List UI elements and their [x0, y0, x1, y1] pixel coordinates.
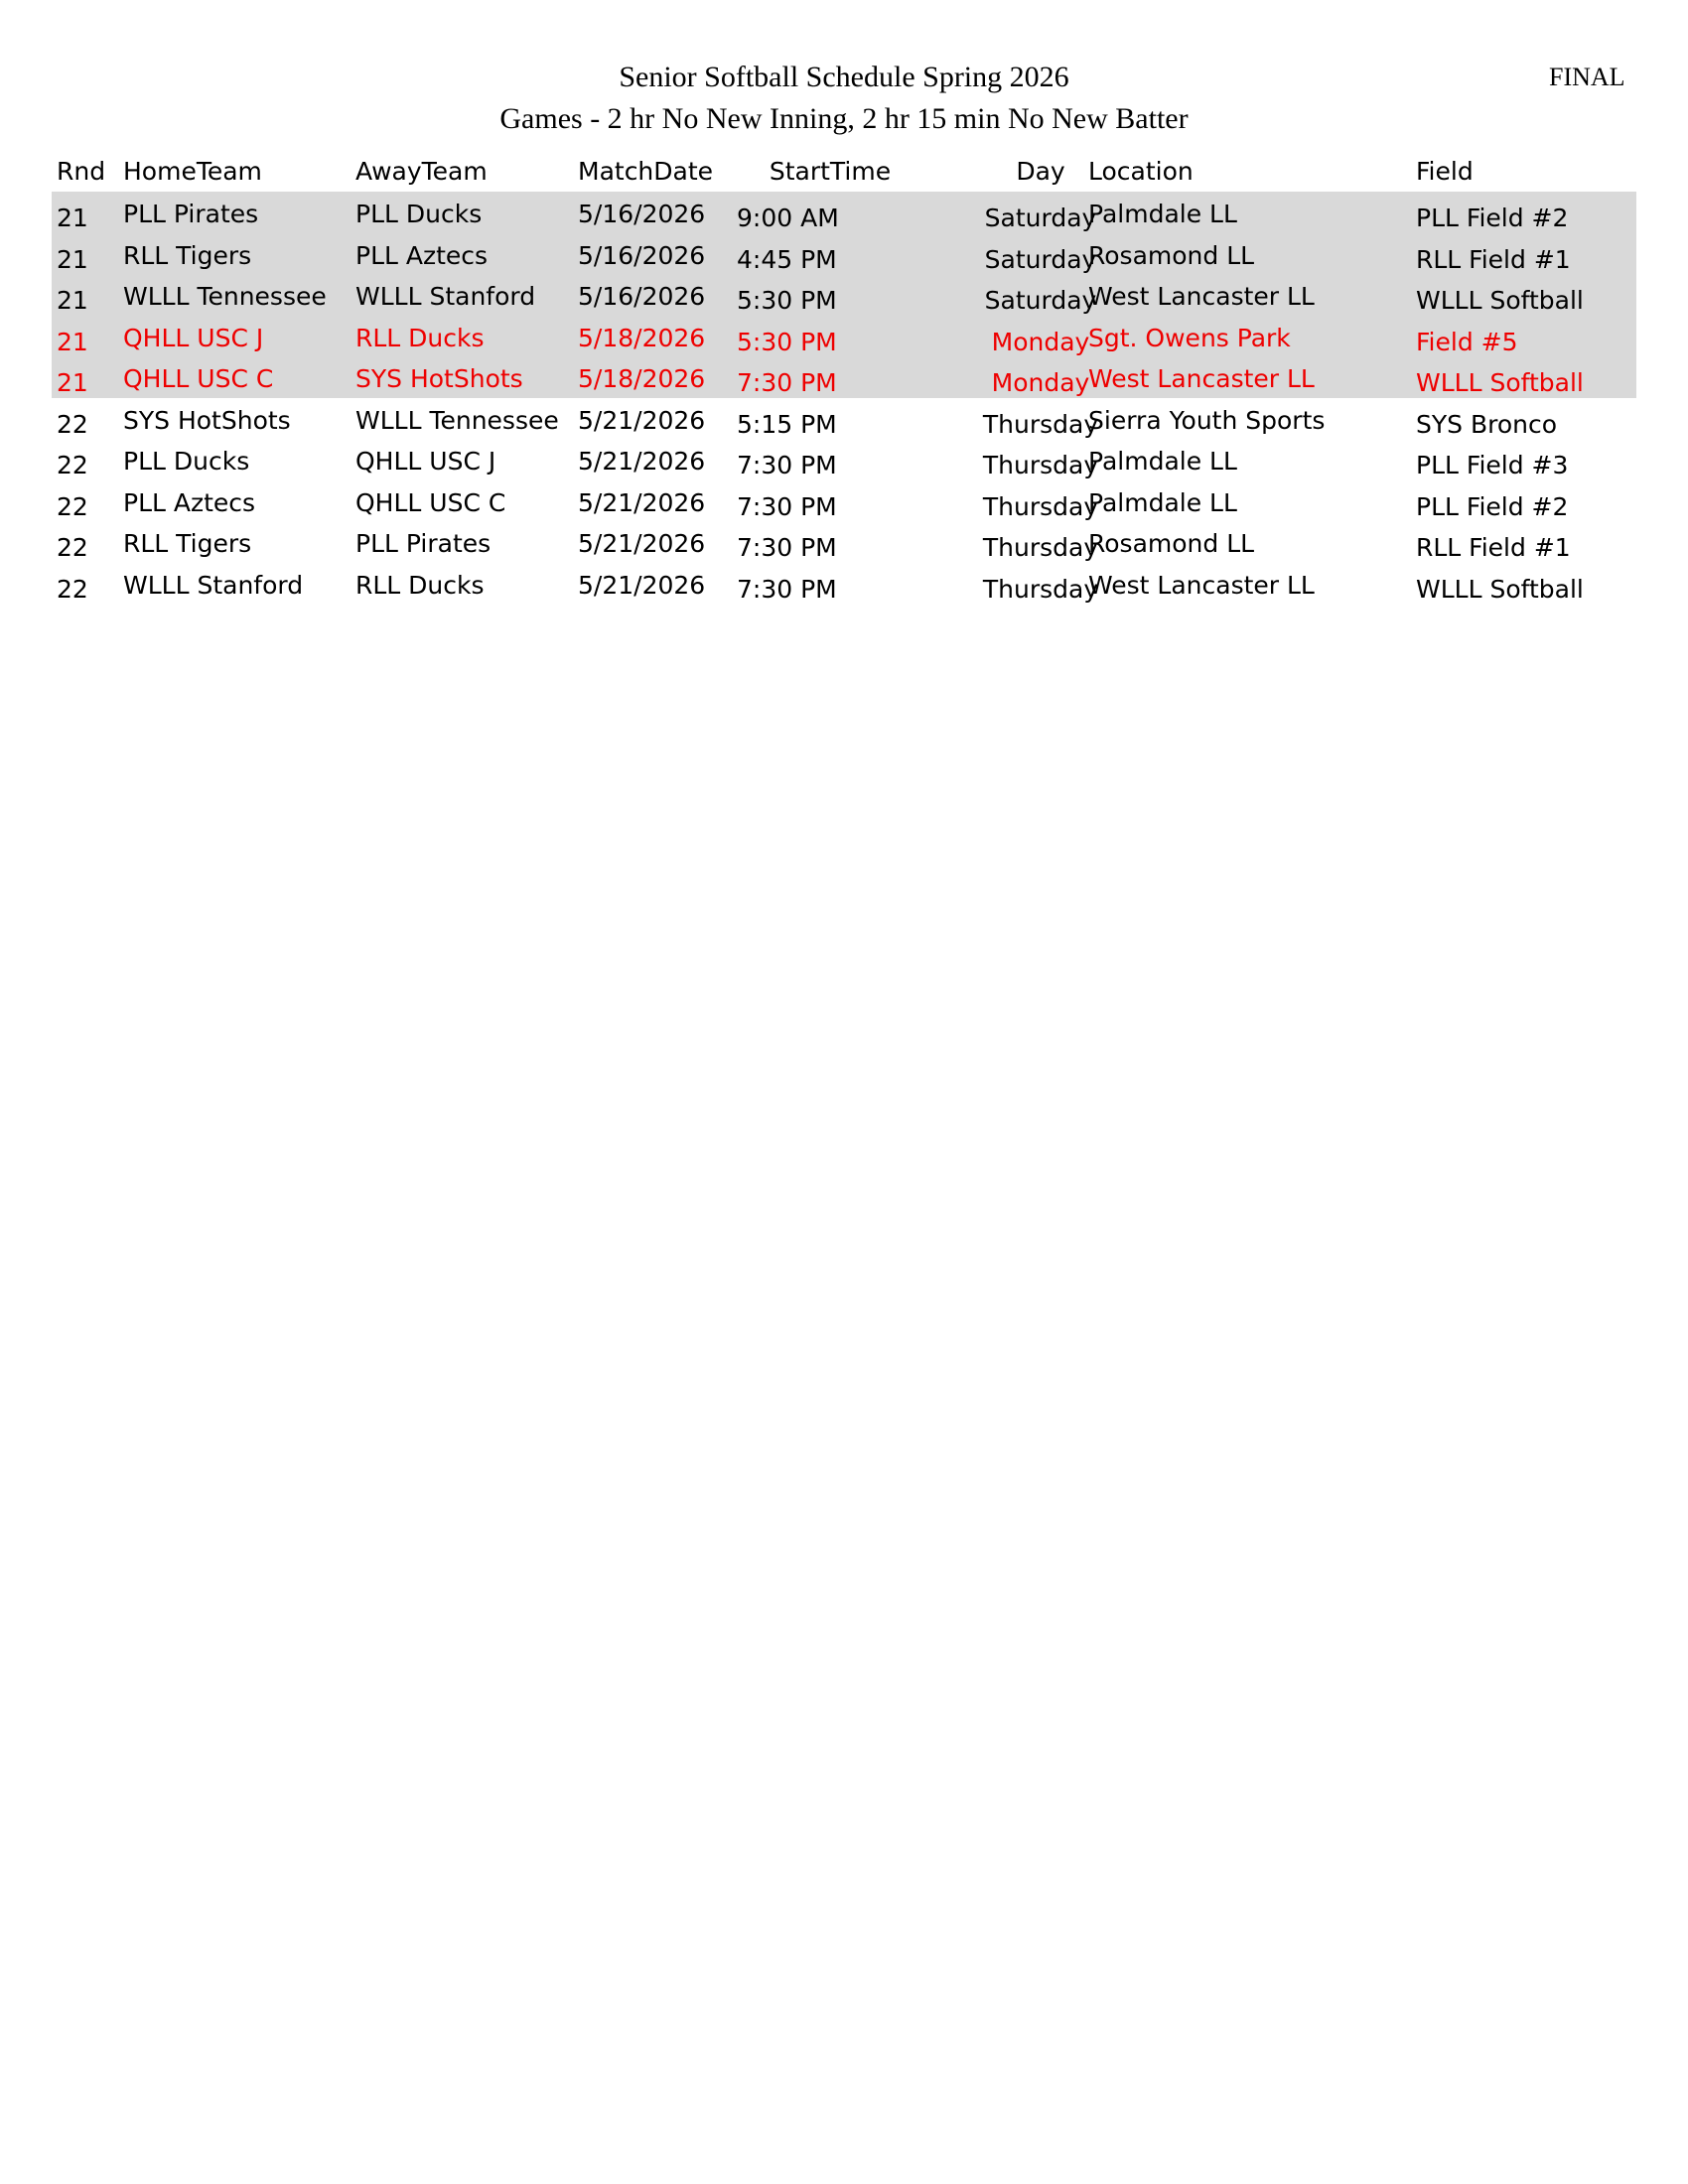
cell-day: Monday [991, 327, 1090, 356]
cell-day: Saturday [984, 286, 1097, 315]
cell-rnd: 21 [57, 244, 88, 274]
cell-home-team: RLL Tigers [123, 529, 252, 558]
schedule-table [52, 151, 1636, 604]
cell-location: Palmdale LL [1088, 487, 1237, 517]
cell-location: West Lancaster LL [1088, 570, 1315, 600]
cell-start-time: 9:00 AM [737, 204, 839, 232]
table-row [52, 356, 1636, 398]
table-row [52, 398, 1636, 440]
cell-away-team: WLLL Tennessee [355, 405, 559, 435]
cell-location: Palmdale LL [1088, 200, 1237, 228]
cell-away-team: PLL Ducks [355, 200, 483, 228]
cell-home-team: WLLL Stanford [123, 570, 304, 600]
cell-away-team: WLLL Stanford [355, 282, 536, 311]
cell-day: Thursday [982, 409, 1099, 439]
cell-rnd: 21 [57, 368, 88, 397]
column-header-day: Day [1016, 157, 1065, 186]
cell-away-team: RLL Ducks [355, 570, 485, 600]
table-row [52, 563, 1636, 605]
cell-home-team: SYS HotShots [123, 405, 291, 435]
cell-match-date: 5/16/2026 [578, 282, 706, 311]
cell-home-team: QHLL USC J [123, 323, 264, 352]
column-header-match-date: MatchDate [578, 157, 714, 186]
cell-rnd: 21 [57, 204, 88, 232]
cell-day: Saturday [984, 244, 1097, 274]
cell-home-team: PLL Aztecs [123, 487, 256, 517]
status-label: FINAL [1549, 63, 1625, 91]
cell-rnd: 22 [57, 491, 88, 521]
cell-start-time: 7:30 PM [737, 533, 837, 562]
cell-location: Sierra Youth Sports [1088, 405, 1326, 435]
cell-start-time: 5:30 PM [737, 327, 837, 356]
cell-away-team: SYS HotShots [355, 364, 523, 393]
cell-rnd: 22 [57, 409, 88, 439]
cell-field: RLL Field #1 [1416, 533, 1571, 562]
cell-field: WLLL Softball [1416, 574, 1584, 604]
column-header-start-time: StartTime [769, 157, 892, 186]
cell-away-team: QHLL USC J [355, 447, 496, 476]
cell-match-date: 5/21/2026 [578, 405, 706, 435]
cell-field: WLLL Softball [1416, 368, 1584, 397]
cell-match-date: 5/21/2026 [578, 529, 706, 558]
cell-rnd: 22 [57, 451, 88, 479]
table-row [52, 439, 1636, 480]
cell-location: Rosamond LL [1088, 240, 1255, 270]
cell-day: Thursday [982, 533, 1099, 562]
cell-start-time: 5:30 PM [737, 286, 837, 315]
cell-match-date: 5/21/2026 [578, 447, 706, 476]
cell-start-time: 7:30 PM [737, 451, 837, 479]
cell-location: West Lancaster LL [1088, 282, 1315, 311]
cell-field: PLL Field #2 [1416, 491, 1569, 521]
cell-field: RLL Field #1 [1416, 244, 1571, 274]
cell-field: PLL Field #2 [1416, 204, 1569, 232]
table-header-row [52, 151, 1636, 192]
cell-home-team: WLLL Tennessee [123, 282, 327, 311]
table-row [52, 192, 1636, 233]
cell-start-time: 5:15 PM [737, 409, 837, 439]
column-header-away-team: AwayTeam [355, 157, 488, 186]
page-subtitle: Games - 2 hr No New Inning, 2 hr 15 min No New Batter [499, 102, 1189, 135]
table-row [52, 233, 1636, 275]
cell-location: Rosamond LL [1088, 529, 1255, 558]
cell-match-date: 5/16/2026 [578, 240, 706, 270]
column-header-field: Field [1416, 157, 1474, 186]
cell-home-team: RLL Tigers [123, 240, 252, 270]
cell-start-time: 7:30 PM [737, 491, 837, 521]
cell-home-team: PLL Pirates [123, 200, 259, 228]
cell-rnd: 21 [57, 286, 88, 315]
table-row [52, 480, 1636, 522]
cell-field: SYS Bronco [1416, 409, 1558, 439]
cell-away-team: RLL Ducks [355, 323, 485, 352]
cell-match-date: 5/21/2026 [578, 487, 706, 517]
cell-location: West Lancaster LL [1088, 364, 1315, 393]
cell-field: WLLL Softball [1416, 286, 1584, 315]
cell-day: Thursday [982, 491, 1099, 521]
cell-match-date: 5/21/2026 [578, 570, 706, 600]
column-header-home-team: HomeTeam [123, 157, 262, 186]
cell-day: Monday [991, 368, 1090, 397]
cell-location: Palmdale LL [1088, 447, 1237, 476]
cell-match-date: 5/16/2026 [578, 200, 706, 228]
cell-home-team: PLL Ducks [123, 447, 250, 476]
cell-match-date: 5/18/2026 [578, 323, 706, 352]
table-row [52, 316, 1636, 357]
cell-field: Field #5 [1416, 327, 1518, 356]
cell-home-team: QHLL USC C [123, 364, 274, 393]
cell-day: Saturday [984, 204, 1097, 232]
cell-rnd: 22 [57, 574, 88, 604]
table-row [52, 521, 1636, 563]
page-title: Senior Softball Schedule Spring 2026 [619, 61, 1069, 93]
cell-start-time: 7:30 PM [737, 368, 837, 397]
cell-away-team: PLL Pirates [355, 529, 492, 558]
cell-away-team: QHLL USC C [355, 487, 506, 517]
cell-rnd: 22 [57, 533, 88, 562]
cell-match-date: 5/18/2026 [578, 364, 706, 393]
cell-location: Sgt. Owens Park [1088, 323, 1291, 352]
cell-start-time: 4:45 PM [737, 244, 837, 274]
cell-day: Thursday [982, 574, 1099, 604]
cell-field: PLL Field #3 [1416, 451, 1569, 479]
cell-day: Thursday [982, 451, 1099, 479]
cell-rnd: 21 [57, 327, 88, 356]
cell-away-team: PLL Aztecs [355, 240, 489, 270]
column-header-rnd: Rnd [57, 157, 106, 186]
table-row [52, 274, 1636, 316]
column-header-location: Location [1088, 157, 1194, 186]
table-body [52, 192, 1636, 604]
cell-start-time: 7:30 PM [737, 574, 837, 604]
